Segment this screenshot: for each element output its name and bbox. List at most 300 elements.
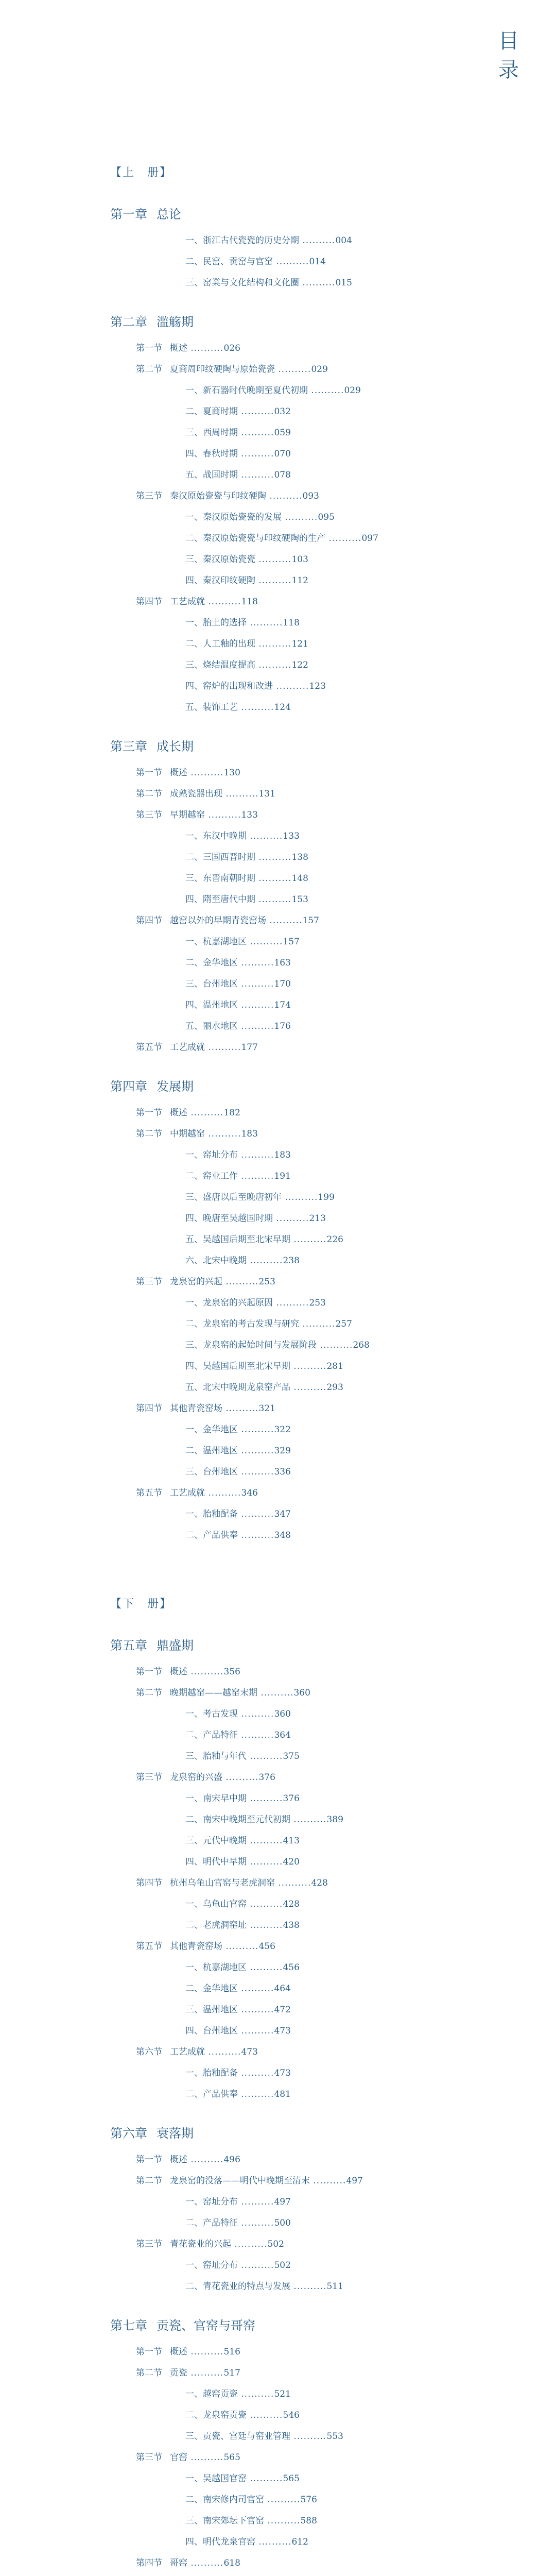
section-entry — [136, 1126, 258, 1139]
dot-leader: .......... — [247, 618, 283, 628]
subsection-entry — [185, 1295, 326, 1308]
entry-title: 一、考古发现 — [185, 1709, 238, 1719]
section-entry — [136, 1770, 275, 1783]
entry-title: 二、窑业工作 — [185, 1171, 238, 1181]
entry-title: 一、南宋早中期 — [185, 1793, 247, 1804]
dot-leader: .......... — [238, 702, 274, 713]
dot-leader: .......... — [238, 2197, 274, 2207]
dot-leader: .......... — [275, 1878, 311, 1888]
page-number: 133 — [283, 831, 300, 841]
page-number: 360 — [293, 1688, 310, 1698]
dot-leader: .......... — [222, 1941, 259, 1952]
page-number: 496 — [223, 2155, 240, 2165]
section-number: 第六节 — [136, 2047, 162, 2057]
entry-title: 二、产品特征 — [185, 1730, 238, 1740]
entry-title: 官窑 — [170, 2452, 187, 2463]
entry-title: 一、胎釉配备 — [185, 1509, 238, 1519]
dot-leader: .......... — [222, 789, 259, 799]
page-number: 516 — [223, 2347, 240, 2357]
dot-leader: .......... — [273, 1213, 309, 1224]
dot-leader: .......... — [187, 343, 224, 353]
entry-title: 龙泉窑的没落——明代中晚期至清末 — [170, 2176, 310, 2186]
dot-leader: .......... — [205, 2047, 241, 2057]
section-entry — [136, 2173, 363, 2186]
entry-title: 概述 — [170, 1667, 187, 1677]
entry-title: 一、窑址分布 — [185, 2197, 238, 2207]
page-number: 336 — [274, 1467, 291, 1477]
chapter-title: 贡瓷、官窑与哥窑 — [157, 2318, 255, 2333]
page-number: 199 — [318, 1192, 335, 1202]
dot-leader: .......... — [205, 1042, 241, 1053]
page-number: 553 — [326, 2431, 343, 2442]
page-number: 191 — [274, 1171, 291, 1181]
dot-leader: .......... — [238, 428, 274, 438]
entry-title: 四、晚唐至吴越国时期 — [185, 1213, 273, 1224]
subsection-entry — [185, 615, 300, 628]
page-number: 521 — [274, 2389, 291, 2399]
entry-title: 一、窑址分布 — [185, 2260, 238, 2270]
entry-title: 二、温州地区 — [185, 1446, 238, 1456]
chapter-number: 第四章 — [110, 1079, 147, 1094]
chapter-heading — [110, 736, 194, 754]
dot-leader: .......... — [290, 1815, 327, 1825]
page-title: 目 录 — [498, 29, 519, 82]
entry-title: 二、南宋中晚期至元代初期 — [185, 1815, 290, 1825]
subsection-entry — [185, 233, 352, 246]
page-number: 124 — [274, 702, 291, 713]
page-number: 413 — [283, 1836, 300, 1846]
page-number: 348 — [274, 1530, 291, 1540]
dot-leader: .......... — [205, 597, 241, 607]
dot-leader: .......... — [266, 491, 303, 501]
page-number: 500 — [274, 2218, 291, 2228]
page-number: 174 — [274, 1000, 291, 1010]
page-number: 095 — [318, 512, 335, 522]
dot-leader: .......... — [205, 1488, 241, 1498]
chapter-number: 第七章 — [110, 2318, 147, 2333]
section-entry — [136, 2555, 240, 2568]
subsection-entry — [185, 1981, 291, 1994]
entry-title: 三、台州地区 — [185, 979, 238, 989]
volume-heading — [110, 1595, 172, 1611]
page-number: 456 — [283, 1962, 300, 1973]
subsection-entry — [185, 383, 361, 396]
section-number: 第三节 — [136, 1772, 162, 1783]
chapter-number: 第二章 — [110, 315, 147, 329]
subsection-entry — [185, 657, 308, 670]
dot-leader: .......... — [255, 852, 292, 862]
dot-leader: .......... — [238, 1530, 274, 1540]
section-number: 第二节 — [136, 364, 162, 375]
section-number: 第四节 — [136, 1878, 162, 1888]
page-number: 618 — [223, 2558, 240, 2568]
page-number: 097 — [361, 533, 378, 544]
subsection-entry — [185, 2408, 300, 2420]
section-entry — [136, 2236, 284, 2249]
section-number: 第一节 — [136, 768, 162, 778]
section-entry — [136, 2344, 240, 2357]
entry-title: 二、老虎洞窑址 — [185, 1920, 247, 1930]
dot-leader: .......... — [238, 2089, 274, 2099]
chapter-title: 鼎盛期 — [157, 1638, 194, 1653]
subsection-entry — [185, 1812, 343, 1825]
chapter-number: 第一章 — [110, 207, 147, 222]
page-number: 170 — [274, 979, 291, 989]
subsection-entry — [185, 2002, 291, 2015]
page-number: 473 — [241, 2047, 258, 2057]
page-number: 093 — [302, 491, 319, 501]
entry-title: 工艺成就 — [170, 597, 205, 607]
dot-leader: .......... — [247, 1962, 283, 1973]
subsection-entry — [185, 2258, 291, 2270]
subsection-entry — [185, 679, 326, 691]
page-number: 157 — [302, 916, 319, 926]
entry-title: 四、隋至唐代中期 — [185, 894, 255, 905]
subsection-entry — [185, 2471, 300, 2484]
entry-title: 概述 — [170, 2155, 187, 2165]
page-number: 502 — [274, 2260, 291, 2270]
dot-leader: .......... — [238, 470, 274, 480]
subsection-entry — [185, 892, 308, 905]
page-number: 438 — [283, 1920, 300, 1930]
entry-title: 五、装饰工艺 — [185, 702, 238, 713]
page-number: 497 — [346, 2176, 363, 2186]
page-number: 565 — [283, 2473, 300, 2484]
entry-title: 二、产品特征 — [185, 2218, 238, 2228]
page-number: 376 — [258, 1772, 275, 1783]
section-number: 第三节 — [136, 2239, 162, 2249]
dot-leader: .......... — [257, 1688, 294, 1698]
entry-title: 三、贡瓷、宫廷与窑业管理 — [185, 2431, 290, 2442]
dot-leader: .......... — [187, 768, 224, 778]
entry-title: 工艺成就 — [170, 2047, 205, 2057]
dot-leader: .......... — [317, 1340, 353, 1350]
section-number: 第三节 — [136, 491, 162, 501]
dot-leader: .......... — [247, 1256, 283, 1266]
entry-title: 三、胎釉与年代 — [185, 1751, 247, 1761]
section-number: 第四节 — [136, 597, 162, 607]
dot-leader: .......... — [247, 831, 283, 841]
chapter-heading — [110, 1076, 194, 1094]
entry-title: 二、秦汉原始瓷瓷与印纹硬陶的生产 — [185, 533, 325, 544]
subsection-entry — [185, 2386, 291, 2399]
dot-leader: .......... — [247, 1857, 283, 1867]
page-number: 253 — [258, 1277, 275, 1287]
entry-title: 三、盛唐以后至晚唐初年 — [185, 1192, 282, 1202]
entry-title: 三、窑業与文化结构和文化圈 — [185, 278, 299, 288]
subsection-entry — [185, 1506, 291, 1519]
dot-leader: .......... — [205, 1129, 241, 1139]
section-number: 第二节 — [136, 1129, 162, 1139]
subsection-entry — [185, 2492, 317, 2505]
section-number: 第一节 — [136, 343, 162, 353]
section-number: 第五节 — [136, 1488, 162, 1498]
page-number: 322 — [274, 1425, 291, 1435]
subsection-entry — [185, 828, 300, 841]
section-entry — [136, 488, 319, 501]
page-number: 517 — [223, 2368, 240, 2378]
page-number: 472 — [274, 2005, 291, 2015]
dot-leader: .......... — [238, 958, 274, 968]
section-entry — [136, 2365, 240, 2378]
dot-leader: .......... — [266, 916, 303, 926]
entry-title: 早期越窑 — [170, 810, 205, 820]
dot-leader: .......... — [255, 575, 292, 586]
chapter-heading — [110, 204, 181, 222]
section-number: 第一节 — [136, 2347, 162, 2357]
page-number: 183 — [241, 1129, 258, 1139]
subsection-entry — [185, 552, 308, 565]
subsection-entry — [185, 254, 326, 267]
dot-leader: .......... — [247, 1899, 283, 1909]
dot-leader: .......... — [247, 2410, 283, 2420]
subsection-entry — [185, 1232, 343, 1245]
dot-leader: .......... — [247, 1751, 283, 1761]
dot-leader: .......... — [290, 2431, 327, 2442]
dot-leader: .......... — [247, 2473, 283, 2484]
entry-title: 二、龙泉窑的考古发现与研究 — [185, 1319, 299, 1329]
entry-title: 一、东汉中晚期 — [185, 831, 247, 841]
entry-title: 四、窑炉的出现和改进 — [185, 681, 273, 691]
dot-leader: .......... — [238, 1509, 274, 1519]
section-number: 第二节 — [136, 1688, 162, 1698]
section-number: 第四节 — [136, 916, 162, 926]
chapter-title: 发展期 — [157, 1079, 194, 1094]
entry-title: 工艺成就 — [170, 1488, 205, 1498]
dot-leader: .......... — [247, 1793, 283, 1804]
entry-title: 五、吴越国后期至北宋早期 — [185, 1234, 290, 1245]
subsection-entry — [185, 1854, 300, 1867]
dot-leader: .......... — [290, 1382, 327, 1393]
page-number: 511 — [326, 2281, 343, 2292]
entry-title: 四、秦汉印纹硬陶 — [185, 575, 255, 586]
section-entry — [136, 1040, 258, 1053]
page-number: 546 — [283, 2410, 300, 2420]
page-number: 347 — [274, 1509, 291, 1519]
dot-leader: .......... — [299, 235, 336, 246]
chapter-heading — [110, 2123, 194, 2141]
entry-title: 一、吴越国官窑 — [185, 2473, 247, 2484]
dot-leader: .......... — [308, 385, 344, 396]
subsection-entry — [185, 1380, 343, 1393]
page-number: 015 — [335, 278, 352, 288]
entry-title: 四、吴越国后期至北宋早期 — [185, 1361, 290, 1371]
section-entry — [136, 765, 240, 778]
page-number: 183 — [274, 1150, 291, 1160]
dot-leader: .......... — [205, 810, 241, 820]
page-number: 130 — [223, 768, 240, 778]
page-number: 026 — [223, 343, 240, 353]
dot-leader: .......... — [255, 554, 292, 565]
section-entry — [136, 786, 275, 799]
entry-title: 一、新石器时代晚期至夏代初期 — [185, 385, 308, 396]
subsection-entry — [185, 1749, 300, 1761]
subsection-entry — [185, 1727, 291, 1740]
dot-leader: .......... — [255, 2537, 292, 2547]
section-entry — [136, 1105, 240, 1118]
entry-title: 三、元代中晚期 — [185, 1836, 247, 1846]
entry-title: 三、秦汉原始瓷瓷 — [185, 554, 255, 565]
entry-title: 五、战国时期 — [185, 470, 238, 480]
section-entry — [136, 2450, 240, 2463]
entry-title: 五、丽水地区 — [185, 1021, 238, 1031]
page-number: 473 — [274, 2068, 291, 2078]
entry-title: 二、龙泉窑贡瓷 — [185, 2410, 247, 2420]
entry-title: 三、温州地区 — [185, 2005, 238, 2015]
volume-label: 【上 册】 — [110, 166, 172, 179]
entry-title: 四、明代龙泉官窑 — [185, 2537, 255, 2547]
subsection-entry — [185, 976, 291, 989]
dot-leader: .......... — [290, 2281, 327, 2292]
page-number: 389 — [326, 1815, 343, 1825]
entry-title: 晚期越窑——越窑末期 — [170, 1688, 257, 1698]
entry-title: 一、越窑贡瓷 — [185, 2389, 238, 2399]
subsection-entry — [185, 1833, 300, 1846]
page-number: 226 — [326, 1234, 343, 1245]
section-entry — [136, 2044, 258, 2057]
subsection-entry — [185, 1528, 291, 1540]
page-number: 612 — [291, 2537, 308, 2547]
page-number: 078 — [274, 470, 291, 480]
subsection-entry — [185, 573, 308, 586]
dot-leader: .......... — [247, 1920, 283, 1930]
page-number: 356 — [223, 1667, 240, 1677]
page-number: 213 — [309, 1213, 326, 1224]
entry-title: 三、台州地区 — [185, 1467, 238, 1477]
dot-leader: .......... — [282, 512, 318, 522]
section-number: 第五节 — [136, 1941, 162, 1952]
dot-leader: .......... — [238, 2389, 274, 2399]
volume-label: 【下 册】 — [110, 1598, 172, 1611]
section-entry — [136, 1939, 275, 1952]
page-number: 576 — [300, 2495, 317, 2505]
entry-title: 龙泉窑的兴起 — [170, 1277, 222, 1287]
page-number: 238 — [283, 1256, 300, 1266]
subsection-entry — [185, 2087, 291, 2099]
entry-title: 二、金华地区 — [185, 1984, 238, 1994]
dot-leader: .......... — [255, 660, 292, 670]
dot-leader: .......... — [238, 2005, 274, 2015]
entry-title: 二、南宋修内司官窑 — [185, 2495, 264, 2505]
subsection-entry — [185, 531, 378, 544]
subsection-entry — [185, 1464, 291, 1477]
page-number: 176 — [274, 1021, 291, 1031]
dot-leader: .......... — [231, 2239, 268, 2249]
subsection-entry — [185, 1443, 291, 1456]
dot-leader: .......... — [299, 1319, 336, 1329]
page-number: 157 — [283, 937, 300, 947]
subsection-entry — [185, 871, 308, 884]
entry-title: 二、三国西晋时期 — [185, 852, 255, 862]
page-number: 070 — [274, 449, 291, 459]
entry-title: 秦汉原始瓷瓷与印纹硬陶 — [170, 491, 266, 501]
section-number: 第三节 — [136, 1277, 162, 1287]
dot-leader: .......... — [238, 2026, 274, 2036]
dot-leader: .......... — [238, 406, 274, 417]
entry-title: 龙泉窑的兴盛 — [170, 1772, 222, 1783]
page-number: 360 — [274, 1709, 291, 1719]
subsection-entry — [185, 636, 308, 649]
dot-leader: .......... — [273, 681, 309, 691]
page-number: 375 — [283, 1751, 300, 1761]
entry-title: 一、胎土的选择 — [185, 618, 247, 628]
dot-leader: .......... — [247, 1836, 283, 1846]
subsection-entry — [185, 955, 291, 968]
page-number: 029 — [344, 385, 361, 396]
chapter-heading — [110, 312, 194, 330]
dot-leader: .......... — [238, 1171, 274, 1181]
dot-leader: .......... — [255, 873, 292, 884]
entry-title: 四、温州地区 — [185, 1000, 238, 1010]
subsection-entry — [185, 510, 335, 522]
entry-title: 六、北宋中晚期 — [185, 1256, 247, 1266]
subsection-entry — [185, 1791, 300, 1804]
section-number: 第五节 — [136, 1042, 162, 1053]
dot-leader: .......... — [238, 1150, 274, 1160]
page-number: 364 — [274, 1730, 291, 1740]
entry-title: 一、杭嘉湖地区 — [185, 937, 247, 947]
subsection-entry — [185, 850, 308, 862]
dot-leader: .......... — [187, 2368, 224, 2378]
dot-leader: .......... — [238, 979, 274, 989]
entry-title: 二、民窑、贡窑与官窑 — [185, 257, 273, 267]
page-number: 321 — [258, 1403, 275, 1414]
subsection-entry — [185, 1316, 352, 1329]
chapter-heading — [110, 2315, 255, 2333]
entry-title: 夏商周印纹硬陶与原始瓷瓷 — [170, 364, 275, 375]
entry-title: 杭州乌龟山官窑与老虎洞窑 — [170, 1878, 275, 1888]
section-entry — [136, 594, 258, 607]
page-number: 464 — [274, 1984, 291, 1994]
page-number: 268 — [353, 1340, 370, 1350]
subsection-entry — [185, 1706, 291, 1719]
dot-leader: .......... — [187, 1108, 224, 1118]
dot-leader: .......... — [187, 2558, 224, 2568]
page-number: 182 — [223, 1108, 240, 1118]
entry-title: 一、秦汉原始瓷瓷的发展 — [185, 512, 282, 522]
page-number: 004 — [335, 235, 352, 246]
subsection-entry — [185, 467, 291, 480]
dot-leader: .......... — [273, 1298, 309, 1308]
page-number: 257 — [335, 1319, 352, 1329]
chapter-number: 第三章 — [110, 739, 147, 754]
subsection-entry — [185, 425, 291, 438]
dot-leader: .......... — [222, 1403, 259, 1414]
dot-leader: .......... — [299, 278, 336, 288]
dot-leader: .......... — [238, 1709, 274, 1719]
entry-title: 一、金华地区 — [185, 1425, 238, 1435]
entry-title: 越窑以外的早期青瓷窑场 — [170, 916, 266, 926]
subsection-entry — [185, 1253, 300, 1266]
entry-title: 概述 — [170, 768, 187, 778]
entry-title: 哥窑 — [170, 2558, 187, 2568]
page-number: 138 — [291, 852, 308, 862]
dot-leader: .......... — [238, 1446, 274, 1456]
page-number: 118 — [241, 597, 258, 607]
dot-leader: .......... — [264, 2495, 301, 2505]
dot-leader: .......... — [238, 1000, 274, 1010]
chapter-title: 滥觞期 — [157, 315, 194, 329]
page-number: 420 — [283, 1857, 300, 1867]
dot-leader: .......... — [187, 1667, 224, 1677]
dot-leader: .......... — [247, 937, 283, 947]
page-number: 029 — [311, 364, 328, 375]
dot-leader: .......... — [238, 2218, 274, 2228]
dot-leader: .......... — [282, 1192, 318, 1202]
subsection-entry — [185, 700, 291, 713]
section-number: 第二节 — [136, 2176, 162, 2186]
page-number: 112 — [291, 575, 308, 586]
